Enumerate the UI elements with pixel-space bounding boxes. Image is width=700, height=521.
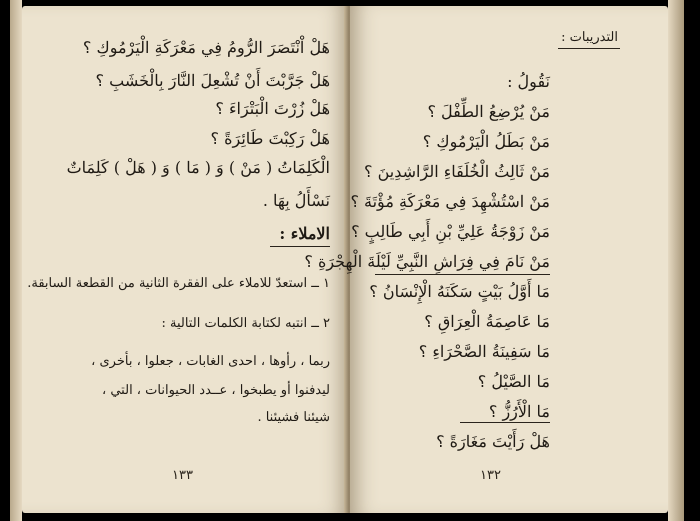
question-10: مَا الصَّيْلُ ؟	[477, 372, 550, 391]
left-line-5: الْكَلِمَاتُ ( مَنْ ) وَ ( مَا ) وَ ( هَلْ ) كَلِمَاتٌ	[66, 158, 330, 177]
dictation-heading: الاملاء :	[279, 224, 330, 243]
question-12: هَلْ رَأَيْتَ مَغَارَةً ؟	[436, 432, 550, 451]
question-3: مَنْ ثَالِثُ الْخُلَفَاءِ الرَّاشِدِينَ ؟	[364, 162, 550, 181]
left-line-3: هَلْ زُرْتَ الْبَتْرَاءَ ؟	[215, 99, 330, 118]
dictation-heading-underline	[270, 246, 330, 247]
word-list-line-3: شيئنا فشيئنا .	[257, 410, 330, 425]
left-page	[22, 6, 348, 513]
question-7: مَا أَوَّلُ بَيْتٍ سَكَنَهُ الْإِنْسَانُ ؟	[369, 282, 550, 301]
right-page-number: ١٣٢	[480, 468, 501, 483]
exercise-2: ٢ ــ انتبه لكتابة الكلمات التالية :	[161, 316, 330, 331]
question-5: مَنْ زَوْجَةُ عَلِيِّ بْنِ أَبِي طَالِبٍ ؟	[351, 222, 550, 241]
word-list-line-1: ربما ، رأوها ، احدى الغابات ، جعلوا ، بأخرى ،	[91, 354, 330, 369]
left-line-4: هَلْ رَكِبْتَ طَائِرَةً ؟	[210, 129, 330, 148]
left-line-2: هَلْ جَرَّبْتَ أَنْ تُشْعِلَ النَّارَ بِالْخَشَبِ ؟	[95, 71, 330, 90]
question-1: مَنْ يُرْضِعُ الطِّفْلَ ؟	[427, 102, 550, 121]
question-4: مَنْ اسْتُشْهِدَ فِي مَعْرَكَةِ مُؤْتَةَ ؟	[350, 192, 550, 211]
word-list-line-2: ليدفنوا أو يطبخوا ، عــدد الحيوانات ، التي ،	[102, 383, 330, 398]
left-line-6: نَسْأَلُ بِهَا .	[262, 191, 330, 210]
question-6: مَنْ نَامَ فِي فِرَاشِ النَّبِيِّ لَيْلَةَ الْهِجْرَةِ ؟	[304, 252, 550, 271]
question-6-underline	[375, 274, 550, 275]
question-8: مَا عَاصِمَةُ الْعِرَاقِ ؟	[424, 312, 550, 331]
question-11: مَا الْأَرُزُّ ؟	[488, 402, 550, 421]
intro-line: نَقُولُ :	[507, 72, 550, 91]
question-2: مَنْ بَطَلُ الْيَرْمُوكِ ؟	[422, 132, 550, 151]
question-9: مَا سَفِينَةُ الصَّحْرَاءِ ؟	[418, 342, 550, 361]
left-line-1: هَلْ اْنْتَصَرَ الرُّومُ فِي مَعْرَكَةِ الْيَرْمُوكِ ؟	[82, 38, 330, 57]
question-11-underline	[460, 422, 550, 423]
left-page-edge	[10, 0, 22, 521]
exercise-1: ١ ــ استعدّ للاملاء على الفقرة الثانية من القطعة السابقة.	[27, 276, 330, 291]
exercises-heading: التدريبات :	[561, 30, 618, 45]
exercises-heading-underline	[558, 48, 620, 49]
left-page-number: ١٣٣	[172, 468, 193, 483]
right-page-edge	[668, 0, 684, 521]
